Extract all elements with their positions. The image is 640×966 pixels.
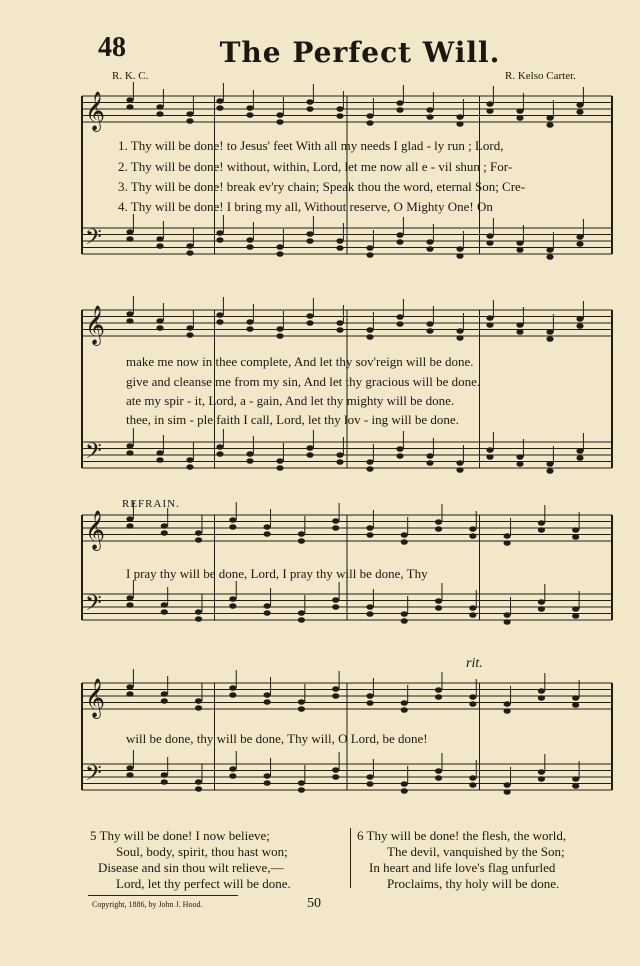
system-3-treble-note [366,532,373,538]
system-4-bass-note [298,780,305,786]
system-3-bass-note [332,597,339,603]
system-3-treble-note [195,530,202,536]
system-4-treble-note [435,687,442,693]
system-3-treble-note [538,527,545,533]
system-2-bass-note [516,454,523,460]
system-2-bass-note [276,465,283,471]
system-4-bass-note [366,774,373,780]
system-2-bass-note [126,443,133,449]
system-3-treble-note [126,516,133,522]
system-4-treble-note [572,695,579,701]
stanza-5-line: 5 Thy will be done! I now believe; [90,828,270,843]
system-3-treble-clef: 𝄞 [85,510,106,550]
system-4-treble-note [161,698,168,704]
system-4-bass-note [332,767,339,773]
system-3-treble-note [264,531,271,537]
system-1-treble-note [156,111,163,117]
system-3-bass-note [195,616,202,622]
system-3-bass-note [264,610,271,616]
system-2-bass-note [546,461,553,467]
system-3-bass-note [298,610,305,616]
system-3-treble-note [504,540,511,546]
stanza-6-line: The devil, vanquished by the Son; [387,844,565,859]
stanza-5-line: Disease and sin thou wilt relieve,— [98,860,284,875]
system-4-treble-note [126,684,133,690]
system-2-treble-note [516,322,523,328]
system-3-treble-note [332,518,339,524]
verse-4-line-2: thee, in sim - ple faith I call, Lord, let thy lov - ing will be done. [126,412,459,427]
system-4-bass-note [435,775,442,781]
system-3-treble-note [504,533,511,539]
system-4-treble-note [229,692,236,698]
system-1-treble-note [216,105,223,111]
system-3-treble-note [332,525,339,531]
system-2-bass-note [156,450,163,456]
system-1-treble-note [486,108,493,114]
system-2-treble-note [216,319,223,325]
system-4-treble-note [332,686,339,692]
system-2-bass-note [366,459,373,465]
system-3-bass-note [126,602,133,608]
system-3-treble-note [161,530,168,536]
system-3-bass-note [435,605,442,611]
system-2-bass-note [216,444,223,450]
verse-4-line-1: 4. Thy will be done! I bring my all, Without reserve, O Mighty One! On [118,199,493,214]
system-2-treble-note [156,318,163,324]
system-1-bass-note [546,254,553,260]
system-1-bass-note [156,236,163,242]
stanza-5-line: Soul, body, spirit, thou hast won; [116,844,288,859]
system-4-treble-note [435,694,442,700]
system-1-treble-note [366,120,373,126]
system-1-bass-note [426,239,433,245]
system-1-treble-note [186,118,193,124]
system-3-bass-note [366,611,373,617]
system-1-bass-note [456,246,463,252]
system-2-treble-note [456,335,463,341]
system-2-treble-note [426,328,433,334]
system-2-treble-note [366,327,373,333]
system-3-bass-note [298,617,305,623]
system-2-bass-note [186,464,193,470]
system-4-bass-note [504,789,511,795]
system-2-treble-note [126,311,133,317]
system-3-treble-note [195,537,202,543]
system-1-bass-note [216,237,223,243]
system-1-treble-note [426,114,433,120]
system-1-bass-note [576,234,583,240]
system-2-bass-note [426,453,433,459]
system-4-bass-note [126,772,133,778]
system-4-bass-note [195,786,202,792]
system-3-treble-note [469,526,476,532]
system-2-treble-note [546,329,553,335]
system-2-bass-note [396,453,403,459]
system-2-treble-note [306,313,313,319]
system-1-bass-note [336,245,343,251]
system-1-bass-note [486,240,493,246]
system-3-bass-note [161,602,168,608]
system-4-treble-clef: 𝄞 [85,678,106,718]
system-2-treble-note [186,332,193,338]
system-1-treble-clef: 𝄞 [85,91,106,131]
system-4-bass-note [195,779,202,785]
hymn-number: 48 [98,32,126,63]
system-1-treble-note [126,97,133,103]
system-2-treble-note [366,334,373,340]
system-3-treble-note [366,525,373,531]
system-3-treble-note [229,524,236,530]
system-2-treble-note [426,321,433,327]
system-3-bass-note [229,596,236,602]
system-2-bass-note [126,450,133,456]
system-1-bass-note [126,236,133,242]
stanza-5 [90,828,291,892]
system-2-treble-note [246,319,253,325]
system-4-bass-note [538,776,545,782]
system-3-treble-note [572,527,579,533]
system-2-bass-note [336,459,343,465]
system-2-treble-note [576,323,583,329]
system-3-treble-note [572,534,579,540]
system-2-bass-note [306,445,313,451]
system-4-treble-note [538,695,545,701]
system-1-bass-note [276,251,283,257]
system-1-treble-note [516,108,523,114]
system-4-treble-note [195,705,202,711]
system-4-treble-note [366,700,373,706]
system-3-bass-note [195,609,202,615]
system-2-treble-note [336,320,343,326]
system-4-treble-note [504,708,511,714]
system-1-bass-note [366,245,373,251]
system-2-bass-note [456,467,463,473]
system-4-bass-note [572,783,579,789]
system-1-bass-note [186,250,193,256]
system-4-bass-note [229,766,236,772]
system-1-treble-note [456,114,463,120]
system-2-treble-note [186,325,193,331]
verse-3-line-1: 3. Thy will be done! break ev'ry chain; Speak thou the word, eternal Son; Cre- [118,179,526,194]
system-3-treble-note [264,524,271,530]
system-2-treble-note [126,318,133,324]
system-1-treble-note [366,113,373,119]
system-3-bass-note [161,609,168,615]
system-4-treble-note [504,701,511,707]
system-4-bass-note [264,780,271,786]
system-1-treble-note [516,115,523,121]
system-1-treble-note [186,111,193,117]
refrain-lyrics-1: I pray thy will be done, Lord, I pray thy will be done, Thy [126,566,428,581]
system-2-bass-note [246,458,253,464]
system-2-treble-note [516,329,523,335]
system-1-treble-note [306,106,313,112]
system-4-bass-note [469,782,476,788]
system-2-bass-note [396,446,403,452]
system-2-bass-note [336,452,343,458]
system-4-bass-clef: 𝄢 [85,761,102,791]
system-1-treble-note [276,112,283,118]
verse-3-line-2: ate my spir - it, Lord, a - gain, And let thy mighty will be done. [126,393,455,408]
system-4-treble-note [469,694,476,700]
system-1-treble-note [456,121,463,127]
verse-1-line-1: 1. Thy will be done! to Jesus' feet With all my needs I glad - ly run ; Lord, [118,138,504,153]
system-3-bass-note [229,603,236,609]
system-4-bass-note [298,787,305,793]
system-2-bass-clef: 𝄢 [85,439,102,469]
system-2-treble-note [246,326,253,332]
system-4-treble-note [264,692,271,698]
system-4-bass-note [469,775,476,781]
stanza-6-line: In heart and life love's flag unfurled [369,860,556,875]
stanza-6-line: Proclaims, thy holy will be done. [387,876,560,891]
page-number: 50 [307,896,321,911]
system-3-bass-note [469,612,476,618]
system-3-bass-note [435,598,442,604]
system-1-bass-note [366,252,373,258]
system-3-bass-note [469,605,476,611]
system-3-bass-note [538,599,545,605]
system-4-treble-note [298,699,305,705]
system-2-treble-note [156,325,163,331]
system-2-treble-note [576,316,583,322]
system-3-bass-note [572,606,579,612]
system-2-treble-note [396,321,403,327]
system-3-treble-note [298,538,305,544]
system-3-bass-note [538,606,545,612]
system-4-treble-note [401,700,408,706]
system-4-bass-note [366,781,373,787]
system-2-treble-note [336,327,343,333]
footer-rule [88,895,238,896]
verse-2-line-1: 2. Thy will be done! without, within, Lord, let me now all e - vil shun ; For- [118,159,513,174]
system-1-treble-note [576,102,583,108]
system-3-treble-note [298,531,305,537]
stanza-5-line: Lord, let thy perfect will be done. [116,876,291,891]
system-4-bass-note [504,782,511,788]
system-1-treble-note [546,115,553,121]
system-1-bass-note [156,243,163,249]
system-2-bass-note [216,451,223,457]
tempo-mark: rit. [466,656,483,671]
system-2-bass-note [186,457,193,463]
system-1-bass-note [306,231,313,237]
system-1-bass-note [396,232,403,238]
system-2-bass-note [516,461,523,467]
system-4-bass-note [572,776,579,782]
system-4-treble-note [229,685,236,691]
system-2-bass-note [576,455,583,461]
system-4-bass-note [264,773,271,779]
system-1-treble-note [546,122,553,128]
copyright-notice: Copyright, 1886, by John J. Hood. [92,900,203,909]
system-2-treble-note [486,315,493,321]
system-2-treble-note [276,326,283,332]
system-1-treble-note [276,119,283,125]
system-3-treble-note [435,526,442,532]
system-1-treble-note [396,107,403,113]
refrain-lyrics-2: will be done, thy will be done, Thy will, O Lord, be done! [126,731,428,746]
system-4-bass-note [401,781,408,787]
system-2-treble-note [306,320,313,326]
refrain-label: REFRAIN. [122,498,180,510]
system-3-bass-clef: 𝄢 [85,591,102,621]
system-4-treble-note [366,693,373,699]
system-4-bass-note [401,788,408,794]
system-2-treble-clef: 𝄞 [85,305,106,345]
system-1-bass-note [516,240,523,246]
system-3-treble-note [401,532,408,538]
words-author: R. K. C. [112,70,149,82]
system-3-treble-note [126,523,133,529]
system-1-bass-note [516,247,523,253]
system-4-treble-note [538,688,545,694]
system-4-treble-note [332,693,339,699]
system-1-treble-note [486,101,493,107]
system-3-treble-note [469,533,476,539]
system-2-bass-note [366,466,373,472]
system-2-treble-note [546,336,553,342]
system-3-bass-note [264,603,271,609]
system-1-treble-note [306,99,313,105]
system-2-bass-note [486,447,493,453]
system-4-treble-note [401,707,408,713]
system-3-bass-note [332,604,339,610]
system-1-bass-note [546,247,553,253]
system-3-bass-note [572,613,579,619]
system-1-bass-note [276,244,283,250]
system-1-treble-note [336,113,343,119]
system-1-treble-note [156,104,163,110]
system-2-bass-note [306,452,313,458]
system-1-bass-note [396,239,403,245]
system-4-bass-note [332,774,339,780]
system-4-bass-note [161,779,168,785]
verse-1-line-2: make me now in thee complete, And let thy sov'reign will be done. [126,354,474,369]
system-1-bass-note [216,230,223,236]
stanza-6-line: 6 Thy will be done! the flesh, the world, [357,828,567,843]
system-1-bass-note [456,253,463,259]
system-3-treble-note [435,519,442,525]
system-2-treble-note [486,322,493,328]
system-3-bass-note [366,604,373,610]
system-4-bass-note [229,773,236,779]
system-1-treble-note [396,100,403,106]
system-3-bass-note [504,619,511,625]
system-1-treble-note [336,106,343,112]
system-1-bass-note [246,244,253,250]
system-4-bass-note [538,769,545,775]
system-1-treble-note [216,98,223,104]
system-1-bass-note [576,241,583,247]
system-1-bass-clef: 𝄢 [85,225,102,255]
music-author: R. Kelso Carter. [505,70,576,82]
system-4-bass-note [126,765,133,771]
system-1-bass-note [186,243,193,249]
system-2-bass-note [276,458,283,464]
system-1-treble-note [426,107,433,113]
system-4-bass-note [161,772,168,778]
system-2-bass-note [426,460,433,466]
system-3-treble-note [538,520,545,526]
system-2-treble-note [396,314,403,320]
stanza-divider [350,828,351,888]
system-4-treble-note [469,701,476,707]
system-4-bass-note [435,768,442,774]
stanza-6 [357,828,566,892]
system-1-bass-note [426,246,433,252]
system-3-bass-note [126,595,133,601]
system-4-treble-note [572,702,579,708]
system-3-bass-note [504,612,511,618]
system-3-bass-note [401,618,408,624]
system-1-treble-note [576,109,583,115]
system-1-bass-note [306,238,313,244]
system-2-treble-note [456,328,463,334]
system-2-treble-note [216,312,223,318]
system-3-treble-note [401,539,408,545]
hymn-title: The Perfect Will. [219,36,501,69]
system-4-treble-note [126,691,133,697]
system-2-bass-note [546,468,553,474]
system-1-bass-note [336,238,343,244]
system-1-treble-note [126,104,133,110]
system-3-treble-note [161,523,168,529]
system-2-treble-note [276,333,283,339]
system-4-treble-note [298,706,305,712]
system-2-bass-note [486,454,493,460]
system-4-treble-note [161,691,168,697]
system-1-bass-note [486,233,493,239]
verse-2-line-2: give and cleanse me from my sin, And let thy gracious will be done. [126,374,481,389]
system-2-bass-note [576,448,583,454]
system-4-treble-note [195,698,202,704]
system-1-treble-note [246,105,253,111]
system-2-bass-note [156,457,163,463]
system-2-bass-note [456,460,463,466]
system-1-bass-note [126,229,133,235]
system-4-treble-note [264,699,271,705]
system-3-treble-note [229,517,236,523]
system-1-treble-note [246,112,253,118]
system-3-bass-note [401,611,408,617]
system-1-bass-note [246,237,253,243]
system-2-bass-note [246,451,253,457]
